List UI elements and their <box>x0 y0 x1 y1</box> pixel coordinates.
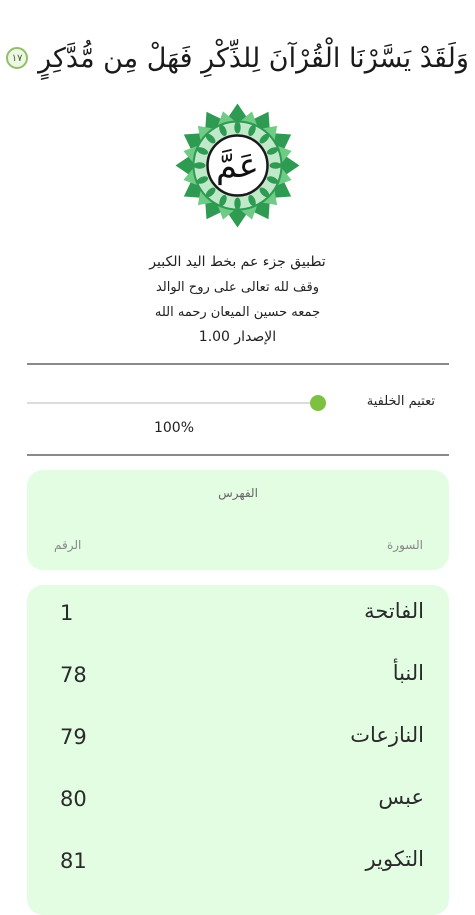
surah-item-abasa[interactable] <box>27 771 449 833</box>
background-dim-slider[interactable] <box>27 402 317 404</box>
verse-text: وَلَقَدْ يَسَّرْنَا الْقُرْآنَ لِلذِّكْرِ فَهَلْ مِن مُّدَّكِرٍ <box>38 42 469 74</box>
about-line-version: الإصدار 1.00 <box>198 329 277 345</box>
surah-name: الفاتحة <box>364 599 424 623</box>
slider-thumb[interactable] <box>310 395 326 411</box>
about-line-app: تطبيق جزء عم بخط اليد الكبير <box>149 254 326 270</box>
surah-list <box>27 585 449 915</box>
surah-item-fatiha[interactable] <box>27 585 449 647</box>
surah-number: 1 <box>60 601 74 625</box>
surah-name: عبس <box>378 785 424 809</box>
surah-name: النبأ <box>392 661 424 685</box>
surah-number: 81 <box>60 849 87 873</box>
surah-item-takwir[interactable] <box>27 833 449 895</box>
divider-bottom <box>27 454 449 456</box>
background-dim-label: تعتيم الخلفية <box>366 394 435 409</box>
surah-item-naziat[interactable] <box>27 709 449 771</box>
slider-value: 100% <box>153 420 195 436</box>
index-title: الفهرس <box>218 486 258 500</box>
surah-item-naba[interactable] <box>27 647 449 709</box>
ayah-number-marker: ١٧ <box>6 47 28 69</box>
column-header-surah: السورة <box>387 538 423 552</box>
surah-number: 79 <box>60 725 87 749</box>
verse-header <box>0 28 475 88</box>
surah-name: التكوير <box>365 847 424 871</box>
index-header-card <box>27 470 449 570</box>
column-header-number: الرقم <box>54 538 82 552</box>
emblem-title: عَمَّ <box>216 145 259 186</box>
about-section <box>0 250 475 350</box>
about-line-dedication: وقف لله تعالى على روح الوالد <box>155 280 320 295</box>
surah-name: النازعات <box>350 723 424 747</box>
juz-amma-emblem <box>175 103 300 228</box>
surah-number: 80 <box>60 787 87 811</box>
divider-top <box>27 363 449 365</box>
surah-number: 78 <box>60 663 87 687</box>
about-line-author: جمعه حسين الميعان رحمه الله <box>154 305 321 320</box>
